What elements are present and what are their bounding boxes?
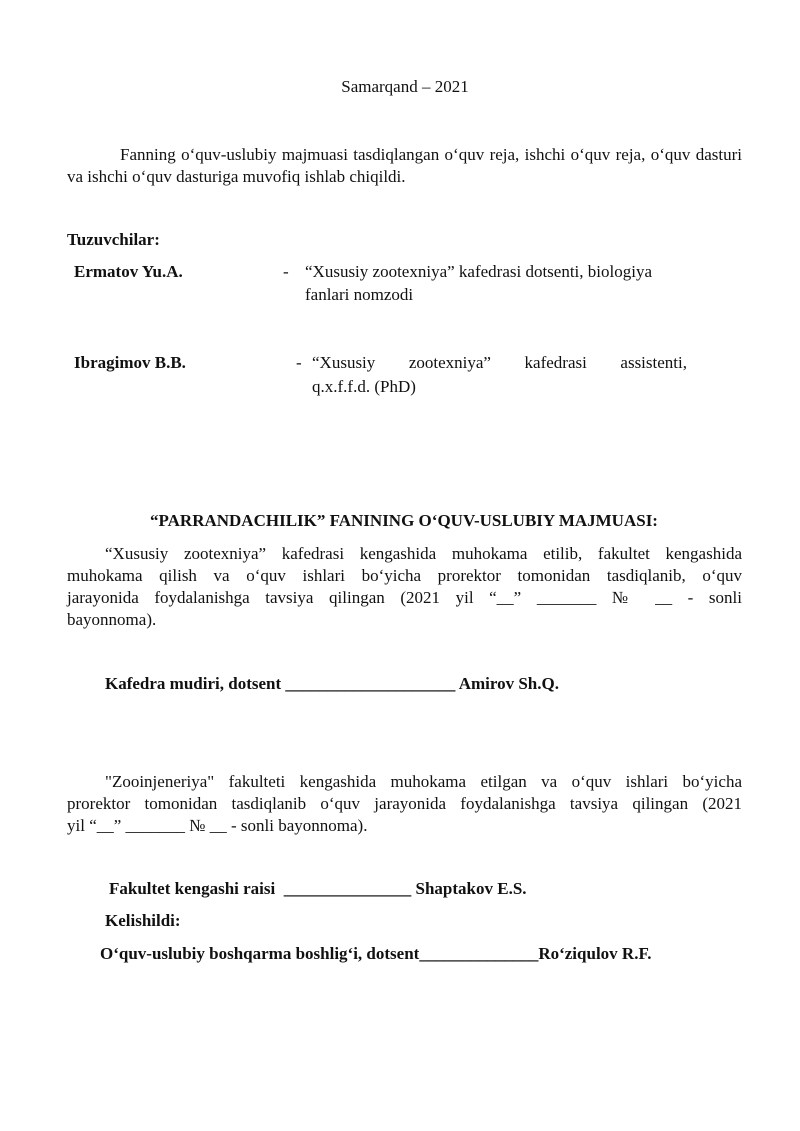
author-dash: - <box>283 262 289 281</box>
methodology-head-signature <box>100 944 652 964</box>
agreed-label: Kelishildi: <box>105 911 181 930</box>
department-head-signature <box>105 674 559 694</box>
faculty-line-2: prorektor tomonidan tasdiqlanib o‘quv jarayonida foydalanishga tavsiya qilingan (2021 <box>67 794 742 813</box>
faculty-line-3: yil “__” _______ № __ - sonli bayonnoma). <box>67 816 368 835</box>
place-year: Samarqand – 2021 <box>341 77 469 96</box>
intro-paragraph: Fanning o‘quv-uslubiy majmuasi tasdiqlangan o‘quv reja, ishchi o‘quv reja, o‘quv dasturi va ishchi o‘quv dasturiga muvofiq ishlab chiqildi. <box>67 145 742 186</box>
department-head-title: Kafedra mudiri, dotsent <box>105 674 282 693</box>
author-role-ermatov-line2: fanlari nomzodi <box>305 285 414 304</box>
department-head-name: Amirov Sh.Q. <box>458 674 559 693</box>
authors-heading: Tuzuvchilar: <box>67 230 160 249</box>
signature-line: ______________ <box>419 944 539 963</box>
author-role-ermatov-line1: “Xususiy zootexniya” kafedrasi dotsenti, biologiya <box>305 262 652 281</box>
author-name-ermatov: Ermatov Yu.A. <box>74 262 183 281</box>
faculty-chair-name: Shaptakov E.S. <box>415 879 527 898</box>
complex-line-4: bayonnoma). <box>67 610 157 629</box>
author-dash: - <box>296 353 302 372</box>
methodology-head-title: O‘quv-uslubiy boshqarma boshlig‘i, dotsent <box>100 944 420 963</box>
faculty-line-1: "Zooinjeneriya" fakulteti kengashida muhokama etilgan va o‘quv ishlari bo‘yicha <box>105 772 742 791</box>
author-role-ibragimov-line1: “Xususiy zootexniya” kafedrasi assistenti, <box>312 353 687 372</box>
author-name-ibragimov: Ibragimov B.B. <box>74 353 186 372</box>
complex-line-2: muhokama qilish va o‘quv ishlari bo‘yicha prorektor tomonidan tasdiqlanib, o‘quv <box>67 566 742 585</box>
faculty-chair-title: Fakultet kengashi raisi <box>109 879 276 898</box>
signature-line: _______________ <box>283 879 412 898</box>
faculty-chair-signature <box>109 879 527 899</box>
complex-line-1: “Xususiy zootexniya” kafedrasi kengashida muhokama etilib, fakultet kengashida <box>105 544 742 563</box>
complex-title: “PARRANDACHILIK” FANINING O‘QUV-USLUBIY MAJMUASI: <box>150 511 658 530</box>
complex-line-3: jarayonida foydalanishga tavsiya qilingan (2021 yil “__” _______ № __ - sonli <box>67 588 742 607</box>
author-role-ibragimov-line2: q.x.f.f.d. (PhD) <box>312 377 416 396</box>
signature-line: ____________________ <box>285 674 456 693</box>
methodology-head-name: Ro‘ziqulov R.F. <box>538 944 652 963</box>
